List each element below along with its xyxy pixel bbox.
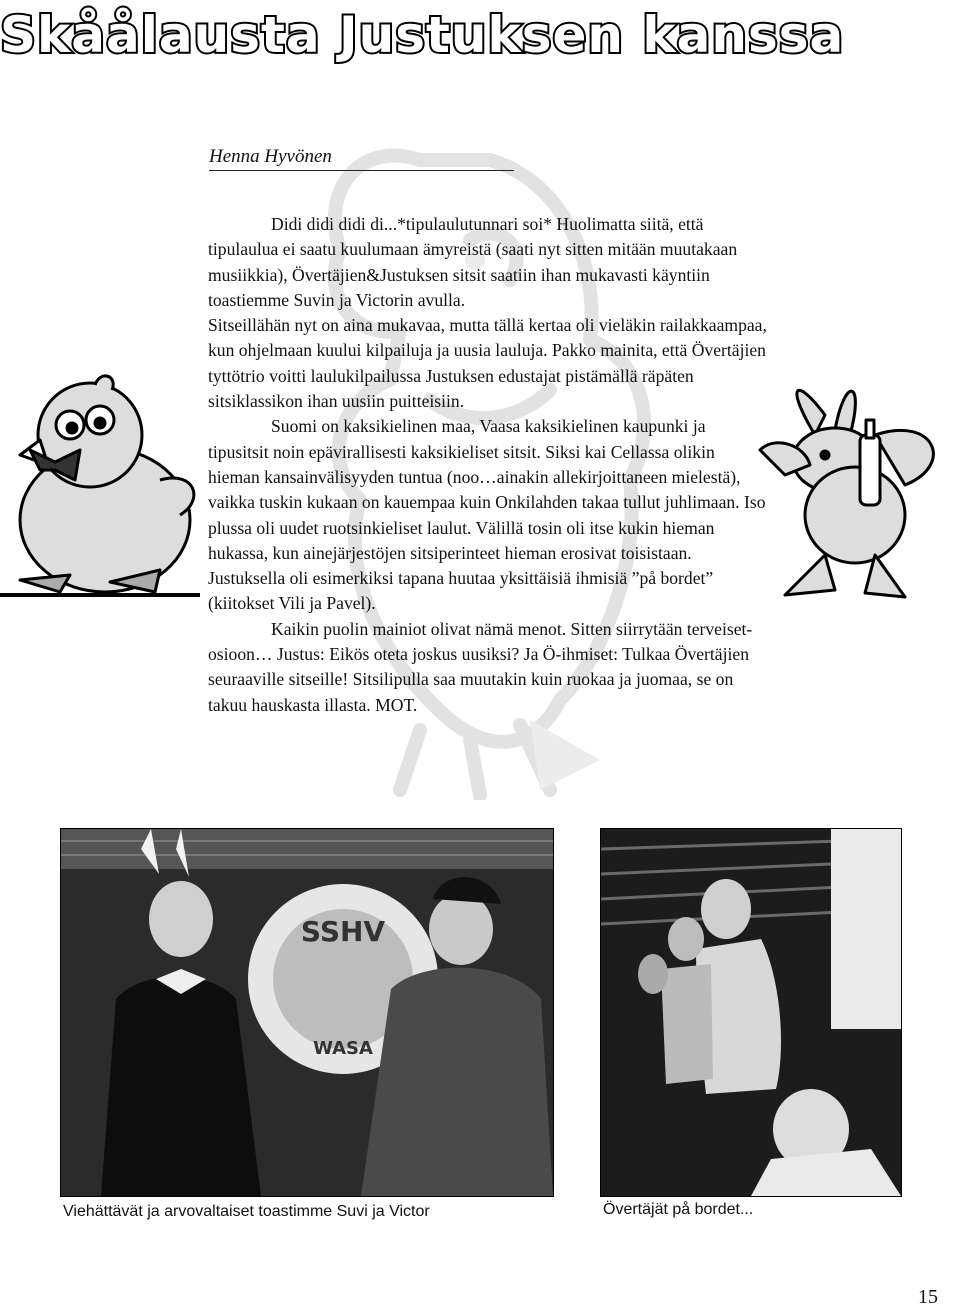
bunny-illustration bbox=[755, 375, 955, 600]
page-title: Skåålausta Justuksen kanssa bbox=[0, 6, 845, 64]
page-number: 15 bbox=[918, 1286, 938, 1308]
article-paragraph: Kaikin puolin mainiot olivat nämä menot. Sitten siirrytään terveiset-osioon… Justus: Eikös oteta joskus uusiksi? Ja Ö-ihmiset: Tulkaa Övertäjien seuraaville sitseille! Sitsilipulla saa muutakin kuin ruokaa ja juomaa, se on takuu hauskasta illasta. MOT. bbox=[208, 618, 753, 715]
toastmasters-photo bbox=[60, 828, 554, 1197]
article-paragraph: Sitseillähän nyt on aina mukavaa, mutta tällä kertaa oli vieläkin railakkaampaa, kun ohjelmaan kuului kilpailuja ja uusia lauluja. Pakko mainita, että Övertäjien tyttötrio voitti laulukilpailussa Justuksen edustajat pistämällä räpäten sitsiklassikon ihan uusiin puitteisiin. bbox=[208, 315, 767, 412]
article-body bbox=[208, 212, 768, 718]
chick-illustration bbox=[0, 370, 210, 600]
article-paragraph: Didi didi didi di...*tipulaulutunnari soi* Huolimatta siitä, että tipulaulua ei saatu kuulumaan ämyreistä (saati nyt sitten mitään muutakaan musiikkia), Övertäjien&Justuksen sitsit saatiin ihan mukavasti käyntiin toastiemme Suvin ja Victorin avulla. bbox=[208, 214, 738, 310]
photo-caption: Viehättävät ja arvovaltaiset toastimme Suvi ja Victor bbox=[63, 1203, 430, 1220]
banner-text: SSHV bbox=[300, 915, 386, 948]
article-paragraph: Suomi on kaksikielinen maa, Vaasa kaksikielinen kaupunki ja tipusitsit noin epävirallisesti kaksikieliset sitsit. Siksi kai Cellassa olikin hieman kansainvälisyyden tuntua (noo…ainakin allekirjoittaneen mielestä), vaikka tuskin kukaan on kauempaa kuin Onkilahden takaa tullut juhlimaan. Iso plussa oli uudet ruotsinkieliset laulut. Välillä tosin oli itse kukin hieman hukassa, kun ainejärjestöjen sitsiperinteet hieman erosivat toisistaan. Justuksella oli esimerkiksi tapana huutaa yksittäisiä ihmisiä ”på bordet” (kiitokset Vili ja Pavel). bbox=[208, 416, 766, 614]
people-on-table-photo bbox=[600, 828, 902, 1197]
author-name: Henna Hyvönen bbox=[209, 145, 514, 171]
banner-subtext: WASA bbox=[313, 1038, 373, 1059]
photo-caption: Övertäjät på bordet... bbox=[603, 1201, 754, 1218]
